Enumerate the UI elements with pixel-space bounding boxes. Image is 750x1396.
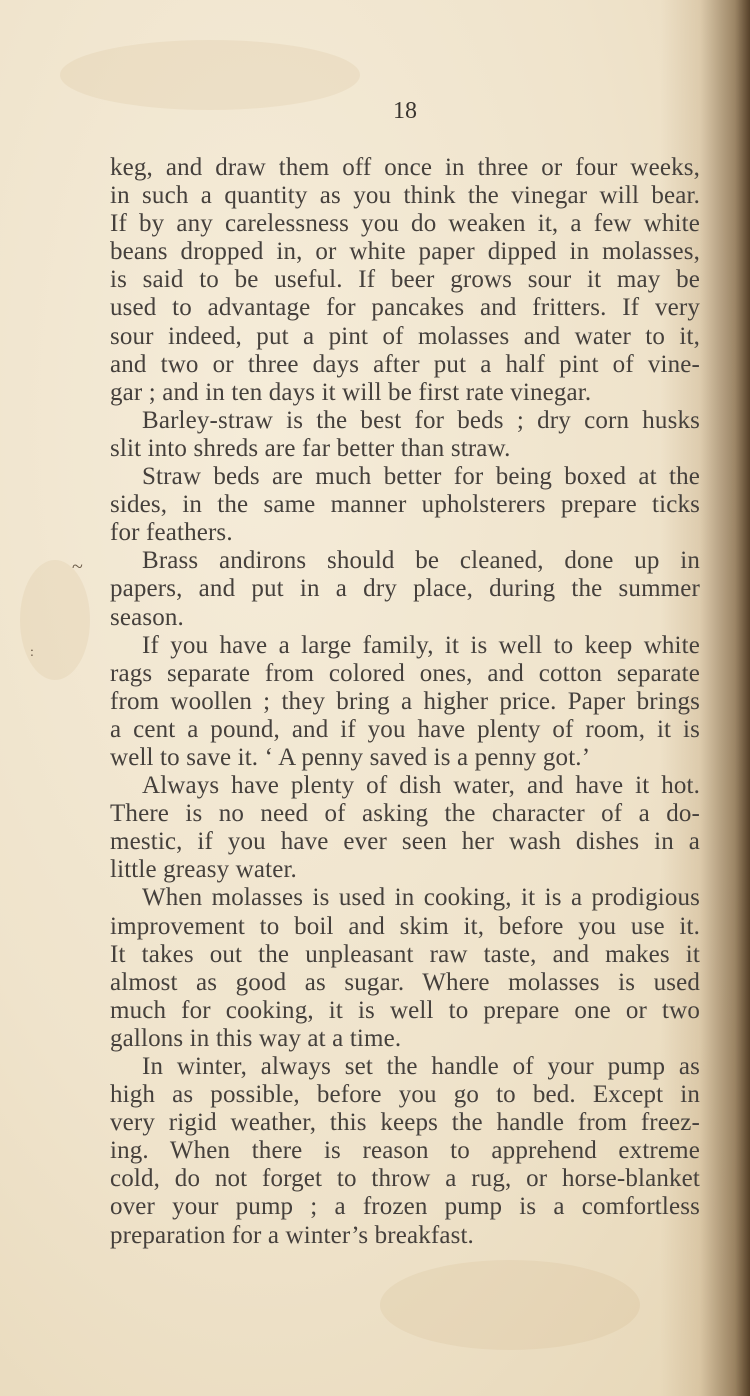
text-line: sides, in the same manner upholsterers prepare ticks: [110, 491, 700, 519]
text-line: season.: [110, 603, 184, 631]
text-line: cold, do not forget to throw a rug, or horse-blanket: [110, 1165, 700, 1193]
text-line: If you have a large family, it is well to keep white: [142, 631, 700, 659]
text-line: sour indeed, put a pint of molasses and water to it,: [110, 322, 700, 350]
text-line: well to save it. ‘ A penny saved is a penny got.’: [110, 743, 591, 771]
text-line: almost as good as sugar. Where molasses is used: [110, 968, 700, 996]
text-line: It takes out the unpleasant raw taste, and makes it: [110, 940, 700, 968]
text-line: papers, and put in a dry place, during the summer: [110, 575, 700, 603]
text-line: There is no need of asking the character of a do-: [110, 800, 700, 828]
text-line: used to advantage for pancakes and fritters. If very: [110, 294, 700, 322]
text-line: and two or three days after put a half pint of vine-: [110, 350, 700, 378]
text-line: beans dropped in, or white paper dipped in molasses,: [110, 238, 700, 266]
margin-pencil-mark: ~: [72, 556, 83, 578]
margin-pencil-mark: :: [30, 645, 34, 660]
text-line: gallons in this way at a time.: [110, 1024, 402, 1052]
text-line: from woollen ; they bring a higher price. Paper brings: [110, 687, 700, 715]
text-line: In winter, always set the handle of your pump as: [142, 1053, 700, 1080]
text-line: mestic, if you have ever seen her wash dishes in a: [110, 828, 700, 856]
text-line: Barley-straw is the best for beds ; dry corn husks: [142, 406, 700, 434]
text-line: is said to be useful. If beer grows sour it may be: [110, 266, 700, 294]
page-number: 18: [393, 98, 417, 124]
text-line: very rigid weather, this keeps the handle from freez-: [110, 1109, 700, 1137]
text-line: rags separate from colored ones, and cotton separate: [110, 659, 700, 687]
text-line: If by any carelessness you do weaken it, a few white: [110, 210, 700, 238]
text-line: in such a quantity as you think the vinegar will bear.: [110, 182, 700, 210]
text-line: high as possible, before you go to bed. Except in: [110, 1081, 700, 1109]
text-line: Brass andirons should be cleaned, done up in: [142, 547, 700, 575]
text-line: a cent a pound, and if you have plenty of room, it is: [110, 715, 700, 743]
text-line: keg, and draw them off once in three or four weeks,: [110, 154, 700, 181]
text-line: for feathers.: [110, 519, 233, 547]
text-line: much for cooking, it is well to prepare one or two: [110, 996, 700, 1024]
body-text: [110, 154, 700, 1250]
text-line: improvement to boil and skim it, before you use it.: [110, 912, 700, 940]
text-line: slit into shreds are far better than straw.: [110, 434, 511, 462]
text-line: Always have plenty of dish water, and have it hot.: [142, 772, 700, 800]
text-line: over your pump ; a frozen pump is a comfortless: [110, 1193, 700, 1221]
text-line: ing. When there is reason to apprehend extreme: [110, 1137, 700, 1165]
text-line: preparation for a winter’s breakfast.: [110, 1221, 474, 1249]
text-line: gar ; and in ten days it will be first rate vinegar.: [110, 378, 592, 406]
text-line: When molasses is used in cooking, it is a prodigious: [142, 884, 700, 912]
text-line: little greasy water.: [110, 856, 297, 884]
paper-stain: [380, 1260, 640, 1350]
text-line: Straw beds are much better for being boxed at the: [142, 463, 700, 491]
